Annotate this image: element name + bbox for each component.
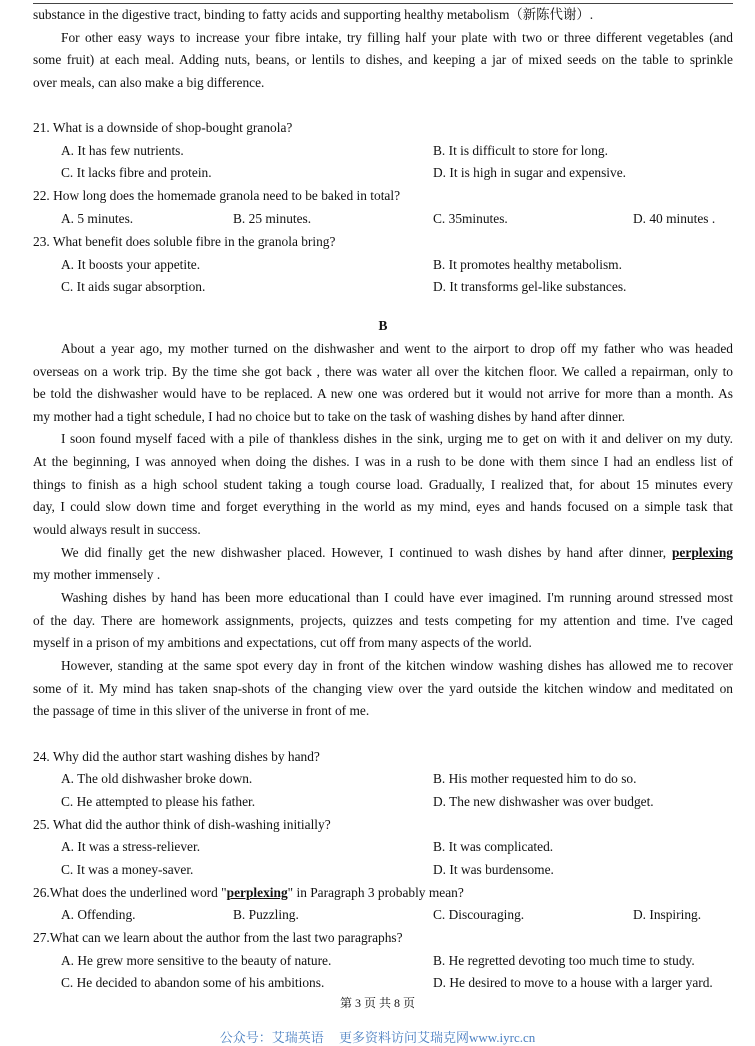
question-25-stem: 25. What did the author think of dish-washing initially? xyxy=(33,817,331,832)
carryover-line: substance in the digestive tract, binding to fatty acids and supporting healthy metabolism（新陈代谢）. xyxy=(33,7,594,22)
watermark-account: 公众号：艾瑞英语 xyxy=(219,1030,324,1045)
question-26-stem-end: " in Paragraph 3 probably mean? xyxy=(287,885,464,900)
passage-line: However, standing at the same spot every day in front of the kitchen window washing dishes has allowed me to recover xyxy=(61,658,733,673)
passage-line: About a year ago, my mother turned on the dishwasher and went to the airport to drop off my father who was headed xyxy=(61,341,733,356)
question-23-option-a: A. It boosts your appetite. xyxy=(61,257,201,272)
header-rule xyxy=(33,3,733,4)
question-25-option-d: D. It was burdensome. xyxy=(433,862,554,877)
passage-line: be told the dishwasher would have to be replaced. A new one was ordered but it would not arrive for more than a month. As xyxy=(33,386,733,401)
question-26-option-d: D. Inspiring. xyxy=(633,907,702,922)
question-22-option-d: D. 40 minutes . xyxy=(633,211,716,226)
question-26-option-b: B. Puzzling. xyxy=(233,907,299,922)
question-24-option-a: A. The old dishwasher broke down. xyxy=(61,771,253,786)
paragraph-line: some fruit) at each meal. Adding nuts, beans, or lentils to dishes, and keeping a jar of mixed seeds on the table to sprinkle xyxy=(33,52,733,67)
question-21-option-d: D. It is high in sugar and expensive. xyxy=(433,165,627,180)
question-27-option-a: A. He grew more sensitive to the beauty of nature. xyxy=(61,953,332,968)
paragraph-line: over meals, can also make a big difference. xyxy=(33,75,265,90)
passage-line: the passage of time in this sliver of the universe in front of me. xyxy=(33,703,370,718)
question-21-option-c: C. It lacks fibre and protein. xyxy=(61,165,212,180)
question-23-option-d: D. It transforms gel-like substances. xyxy=(433,279,627,294)
question-21-option-b: B. It is difficult to store for long. xyxy=(433,143,608,158)
question-27-option-b: B. He regretted devoting too much time to study. xyxy=(433,953,695,968)
passage-line: my mother had a tight schedule, I had no choice but to take on the task of washing dishes by hand after dinner. xyxy=(33,409,626,424)
question-26-option-a: A. Offending. xyxy=(61,907,136,922)
passage-line: would always result in success. xyxy=(33,522,201,537)
passage-line: of the day. There are homework assignments, projects, quizzes and tests competing for my attention and time. I've caged xyxy=(33,613,733,628)
question-24-stem: 24. Why did the author start washing dishes by hand? xyxy=(33,749,320,764)
question-23-stem: 23. What benefit does soluble fibre in the granola bring? xyxy=(33,234,336,249)
page-number: 第 3 页 共 8 页 xyxy=(339,996,415,1010)
question-26-stem-start: 26.What does the underlined word " xyxy=(33,885,227,900)
question-24-option-d: D. The new dishwasher was over budget. xyxy=(433,794,654,809)
question-23-option-c: C. It aids sugar absorption. xyxy=(61,279,206,294)
underlined-word: perplexing xyxy=(671,545,733,560)
passage-line: things to finish as a high school student taking a tough course load. Gradually, I realized that, for about 15 minutes every xyxy=(33,477,733,492)
passage-line xyxy=(61,545,733,561)
question-26-stem xyxy=(33,885,464,901)
question-23-option-b: B. It promotes healthy metabolism. xyxy=(433,257,622,272)
passage-line: I soon found myself faced with a pile of thankless dishes in the sink, urging me to get on with it and deliver on my duty. xyxy=(61,431,733,446)
question-25-option-c: C. It was a money-saver. xyxy=(61,862,194,877)
question-25-option-a: A. It was a stress-reliever. xyxy=(61,839,201,854)
question-22-option-a: A. 5 minutes. xyxy=(61,211,134,226)
question-26-option-c: C. Discouraging. xyxy=(433,907,525,922)
question-21-stem: 21. What is a downside of shop-bought granola? xyxy=(33,120,293,135)
passage-line: Washing dishes by hand has been more educational than I could have ever imagined. I'm running around stressed most xyxy=(61,590,733,605)
question-27-stem: 27.What can we learn about the author from the last two paragraphs? xyxy=(33,930,403,945)
question-21-option-a: A. It has few nutrients. xyxy=(61,143,184,158)
passage-line: overseas on a work trip. By the time she got back , there was water all over the kitchen floor. We called a repairman, only to xyxy=(33,364,733,379)
question-27-option-d: D. He desired to move to a house with a larger yard. xyxy=(433,975,713,990)
question-22-option-c: C. 35minutes. xyxy=(433,211,508,226)
passage-line: At the beginning, I was annoyed when doing the dishes. I was in a rush to be done with them since I had an endless list of xyxy=(33,454,733,469)
question-24-option-c: C. He attempted to please his father. xyxy=(61,794,256,809)
passage-line: some of it. My mind has taken snap-shots of the changing view over the yard outside the kitchen window and meditated on xyxy=(33,681,733,696)
underlined-word: perplexing xyxy=(226,885,288,900)
watermark-site: 更多资料访问艾瑞克网www.iyrc.cn xyxy=(338,1030,536,1045)
passage-line: myself in a prison of my ambitions and expectations, cut off from many aspects of the world. xyxy=(33,635,532,650)
watermark xyxy=(0,1030,755,1046)
question-25-option-b: B. It was complicated. xyxy=(433,839,554,854)
question-22-option-b: B. 25 minutes. xyxy=(233,211,312,226)
section-heading: B xyxy=(378,318,388,333)
question-27-option-c: C. He decided to abandon some of his ambitions. xyxy=(61,975,325,990)
passage-line: day, I could slow down time and forget everything in the world as my mind, eyes and hands focused on a simple task that xyxy=(33,499,733,514)
question-24-option-b: B. His mother requested him to do so. xyxy=(433,771,637,786)
passage-text: We did finally get the new dishwasher placed. However, I continued to wash dishes by hand after dinner, xyxy=(61,545,667,560)
passage-line: my mother immensely . xyxy=(33,567,161,582)
paragraph-line: For other easy ways to increase your fibre intake, try filling half your plate with two or three different vegetables (and xyxy=(61,30,733,45)
question-22-stem: 22. How long does the homemade granola need to be baked in total? xyxy=(33,188,401,203)
